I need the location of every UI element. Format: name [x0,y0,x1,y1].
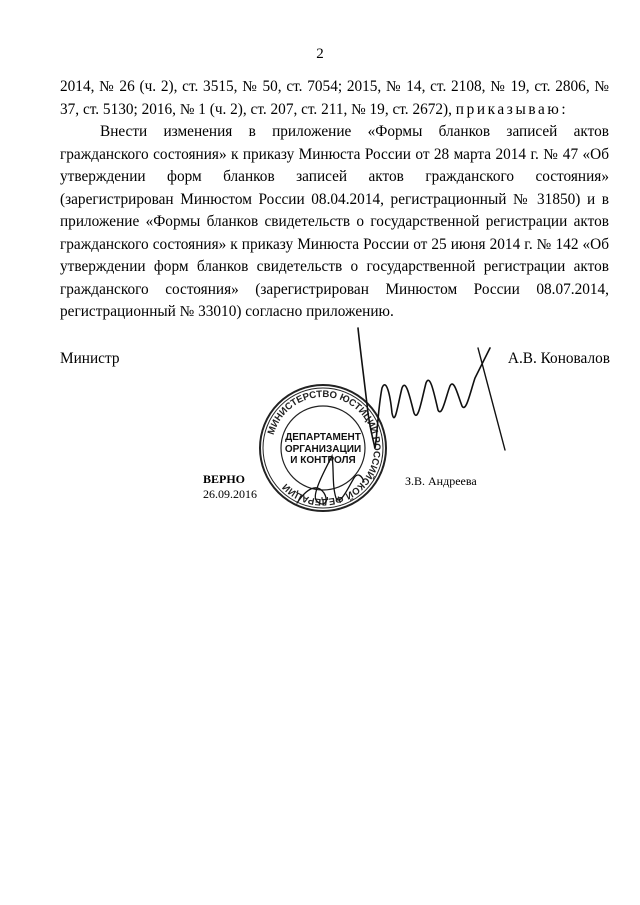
initials-stroke [297,456,364,504]
legal-references-line [60,76,609,121]
certifier-name: З.В. Андреева [405,474,477,488]
page-number: 2 [316,46,324,62]
minister-title: Министр [60,350,120,367]
certifier-initials [292,448,367,513]
legal-references: 2014, № 26 (ч. 2), ст. 3515, № 50, ст. 7054; 2015, № 14, ст. 2108, № 19, ст. 2806, № 37, ст. 5130; 2016, № 1 (ч. 2), ст. 207, ст. 211, № 19, ст. 2672), [60,78,609,118]
signature-tail [478,348,505,450]
main-paragraph: Внести изменения в приложение «Формы бланков записей актов гражданского состояния» к приказу Минюста России от 28 марта 2014 г. № 47 «Об утверждении форм бланков записей актов гражданского состояния» (зарегистрирован Минюстом России 08.04.2014, регистрационный № 31850) и в приложение «Формы бланков свидетельств о государственной регистрации актов гражданского состояния» к приказу Минюста России от 25 июня 2014 г. № 142 «Об утверждении форм бланков свидетельств о государственной регистрации актов гражданского состояния» (зарегистрирован Минюстом России 08.07.2014, регистрационный № 33010) согласно приложению. [60,123,609,320]
stamp-dept-line: И КОНТРОЛЯ [290,455,356,466]
stamp-dept-line: ОРГАНИЗАЦИИ [284,443,362,455]
minister-signature [330,318,530,463]
stamp-ring-text: МИНИСТЕРСТВО ЮСТИЦИИ РОССИЙСКОЙ ФЕДЕРАЦИИ [265,388,383,508]
signature-stroke [358,328,490,448]
order-word: приказываю: [455,100,569,118]
document-body [60,76,609,324]
minister-name: А.В. Коновалов [507,350,610,367]
stamp-dept-line: ДЕПАРТАМЕНТ [285,432,361,443]
certification-label: ВЕРНО [203,472,246,486]
certification-date: 26.09.2016 [203,487,257,501]
